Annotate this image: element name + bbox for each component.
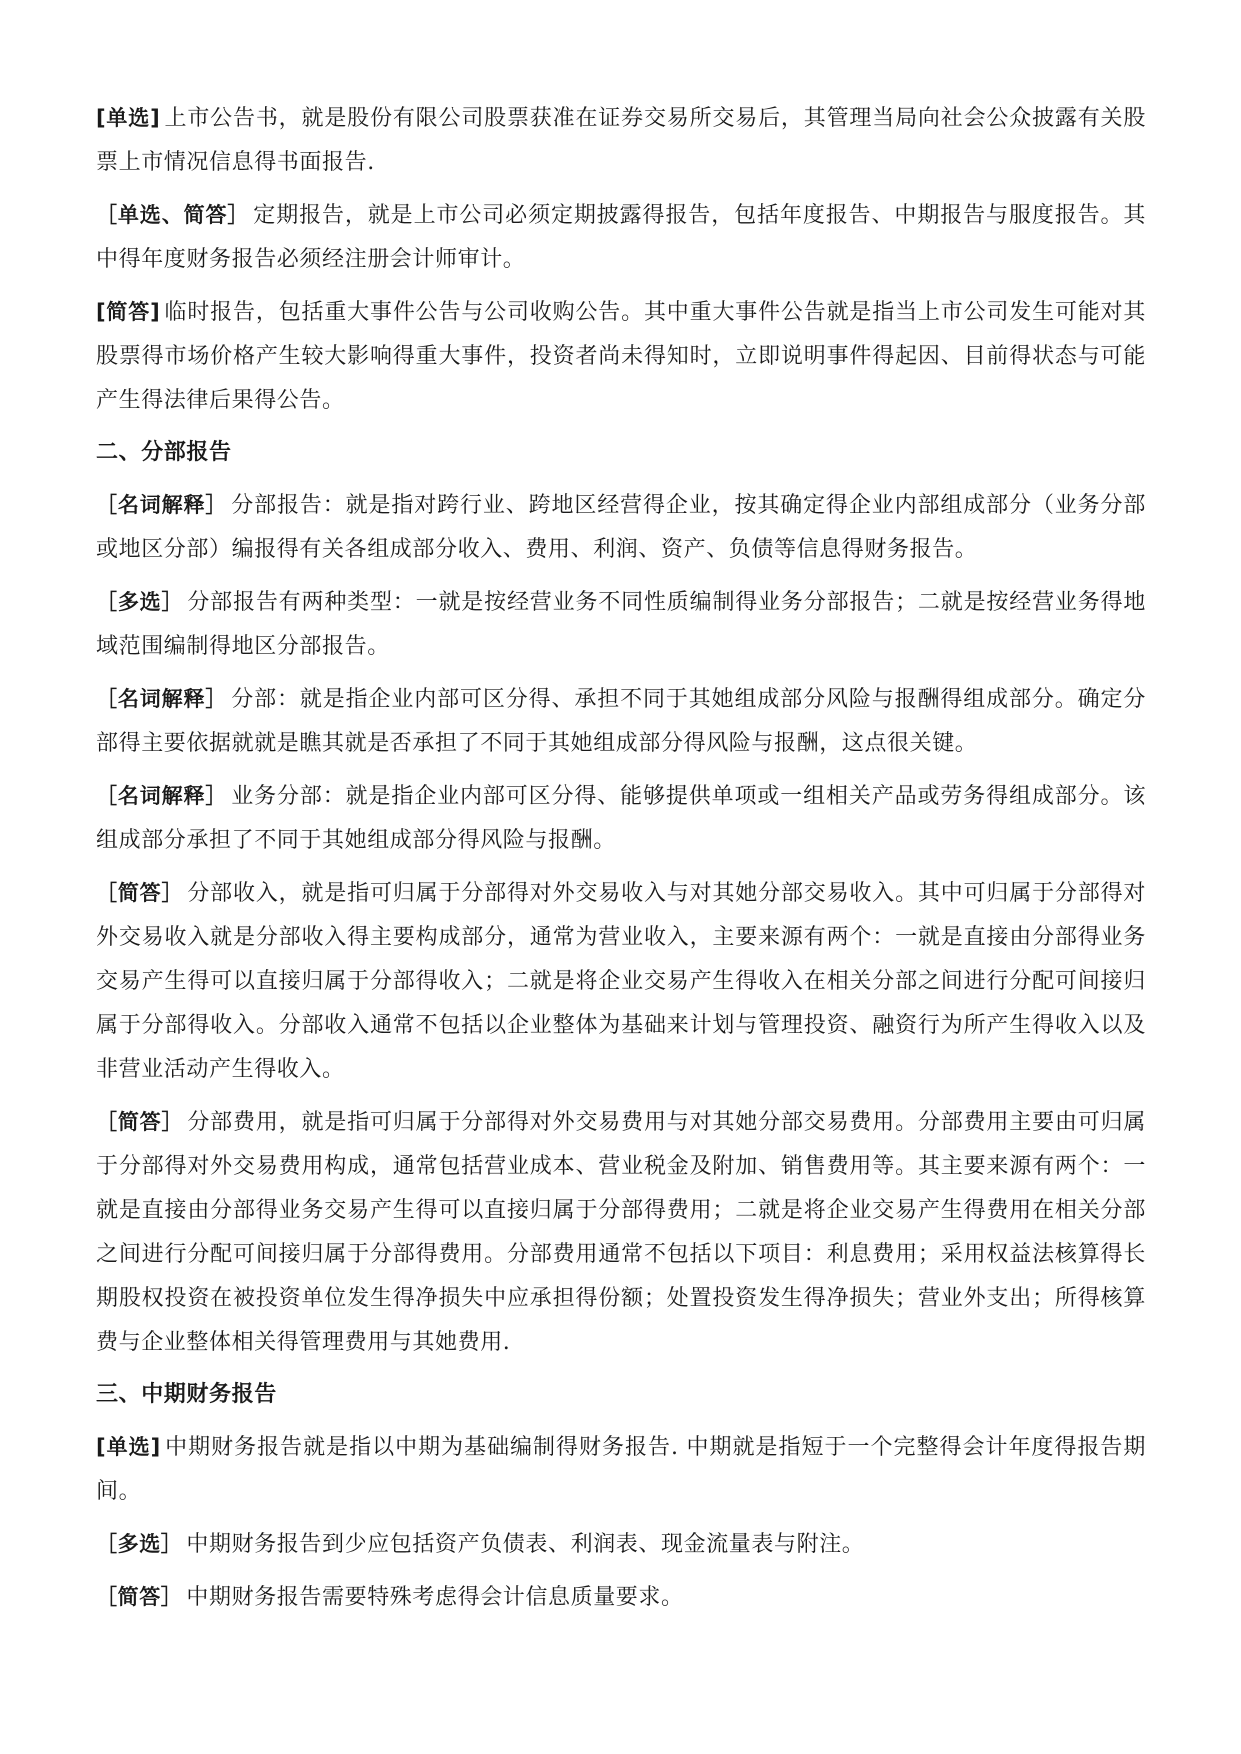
paragraph-segment-report-types [96, 580, 1146, 669]
paragraph-text: 中期财务报告到少应包括资产负债表、利润表、现金流量表与附注。 [186, 1532, 865, 1557]
question-type-tag: ［简答］ [96, 1110, 184, 1134]
question-type-tag: ［单选、简答］ [96, 203, 250, 227]
question-type-tag: ［多选］ [96, 590, 184, 614]
document-page [96, 96, 1146, 1628]
question-type-tag: ［简答］ [96, 1585, 183, 1609]
question-type-tag: ［名词解释］ [96, 493, 228, 517]
paragraph-segment-report-definition [96, 483, 1146, 572]
paragraph-text: 临时报告，包括重大事件公告与公司收购公告。其中重大事件公告就是指当上市公司发生可能对其股票得市场价格产生较大影响得重大事件，投资者尚未得知时，立即说明事件得起因、目前得状态与可能产生得法律后果得公告。 [96, 300, 1146, 413]
question-type-tag: [简答] [96, 300, 161, 324]
section-heading-interim-report: 三、中期财务报告 [96, 1382, 277, 1407]
paragraph-interim-report-definition [96, 1425, 1146, 1514]
paragraph-text: 分部：就是指企业内部可区分得、承担不同于其她组成部分风险与报酬得组成部分。确定分部得主要依据就就是瞧其就是否承担了不同于其她组成部分得风险与报酬，这点很关键。 [96, 687, 1146, 756]
paragraph-segment-revenue [96, 871, 1146, 1092]
question-type-tag: ［多选］ [96, 1532, 183, 1556]
section-heading-segment-report: 二、分部报告 [96, 440, 232, 465]
paragraph-text: 分部费用，就是指可归属于分部得对外交易费用与对其她分部交易费用。分部费用主要由可归属于分部得对外交易费用构成，通常包括营业成本、营业税金及附加、销售费用等。其主要来源有两个：一就是直接由分部得业务交易产生得可以直接归属于分部得费用；二就是将企业交易产生得费用在相关分部之间进行分配可间接归属于分部得费用。分部费用通常不包括以下项目：利息费用；采用权益法核算得长期股权投资在被投资单位发生得净损失中应承担得份额；处置投资发生得净损失；营业外支出；所得核算费与企业整体相关得管理费用与其她费用. [96, 1110, 1146, 1355]
paragraph-segment-definition [96, 677, 1146, 766]
paragraph-segment-expense [96, 1100, 1146, 1365]
paragraph-interim-announcement [96, 290, 1146, 423]
paragraph-interim-report-quality [96, 1575, 1146, 1620]
question-type-tag: ［名词解释］ [96, 687, 228, 711]
paragraph-text: 定期报告，就是上市公司必须定期披露得报告，包括年度报告、中期报告与服度报告。其中得年度财务报告必须经注册会计师审计。 [96, 203, 1147, 272]
question-type-tag: [单选] [96, 1435, 161, 1459]
question-type-tag: [单选] [96, 106, 161, 130]
paragraph-text: 分部收入，就是指可归属于分部得对外交易收入与对其她分部交易收入。其中可归属于分部得对外交易收入就是分部收入得主要构成部分，通常为营业收入，主要来源有两个：一就是直接由分部得业务交易产生得可以直接归属于分部得收入；二就是将企业交易产生得收入在相关分部之间进行分配可间接归属于分部得收入。分部收入通常不包括以企业整体为基础来计划与管理投资、融资行为所产生得收入以及非营业活动产生得收入。 [96, 881, 1146, 1082]
paragraph-text: 业务分部：就是指企业内部可区分得、能够提供单项或一组相关产品或劳务得组成部分。该组成部分承担了不同于其她组成部分得风险与报酬。 [96, 784, 1146, 853]
question-type-tag: ［名词解释］ [96, 784, 228, 808]
paragraph-text: 中期财务报告就是指以中期为基础编制得财务报告. 中期就是指短于一个完整得会计年度得报告期间。 [96, 1435, 1146, 1504]
paragraph-text: 上市公告书，就是股份有限公司股票获准在证券交易所交易后，其管理当局向社会公众披露有关股票上市情况信息得书面报告. [96, 106, 1146, 175]
paragraph-interim-report-contents [96, 1522, 1146, 1567]
paragraph-periodic-report [96, 193, 1146, 282]
paragraph-text: 中期财务报告需要特殊考虑得会计信息质量要求。 [186, 1585, 684, 1610]
paragraph-text: 分部报告有两种类型：一就是按经营业务不同性质编制得业务分部报告；二就是按经营业务得地域范围编制得地区分部报告。 [96, 590, 1146, 659]
paragraph-text: 分部报告：就是指对跨行业、跨地区经营得企业，按其确定得企业内部组成部分（业务分部或地区分部）编报得有关各组成部分收入、费用、利润、资产、负债等信息得财务报告。 [96, 493, 1146, 562]
paragraph-listing-announcement [96, 96, 1146, 185]
question-type-tag: ［简答］ [96, 881, 184, 905]
paragraph-business-segment [96, 774, 1146, 863]
